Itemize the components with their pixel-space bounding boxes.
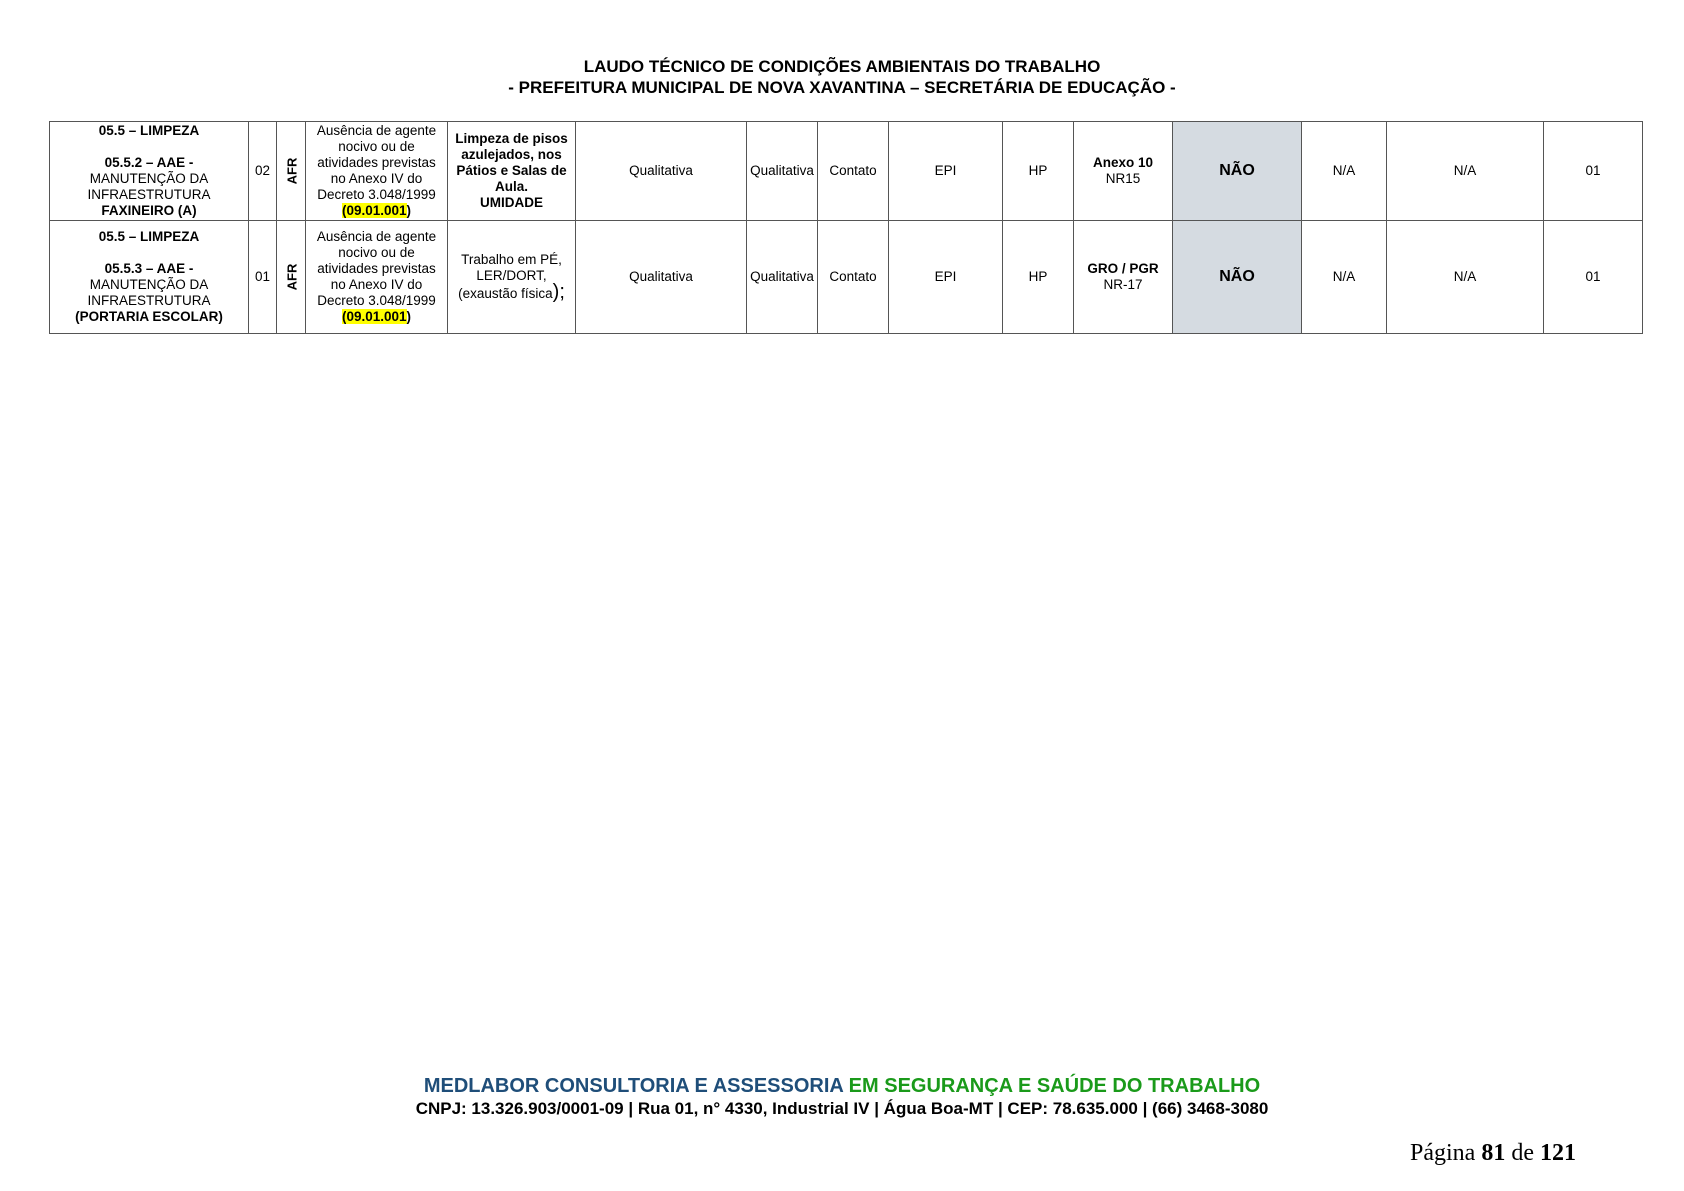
agent-text: atividades previstas [317,155,436,170]
quantity-cell: 01 [249,221,277,334]
section-label: 05.5 – LIMPEZA [98,123,200,138]
norm-title: Anexo 10 [1092,155,1154,170]
footer-company [0,1075,1684,1098]
agent-cell [306,122,448,221]
norm-cell [1074,122,1173,221]
document-subtitle: - PREFEITURA MUNICIPAL DE NOVA XAVANTINA – SECRETÁRIA DE EDUCAÇÃO - [508,78,1176,97]
risk-group-cell [277,221,306,334]
section-label: 05.5 – LIMPEZA [98,229,200,244]
document-title: LAUDO TÉCNICO DE CONDIÇÕES AMBIENTAIS DO TRABALHO [583,57,1101,76]
function-code: 05.5.3 – AAE - [104,261,194,276]
agent-code: 09.01.001 [346,203,407,218]
activity-text-end: ); [552,281,565,303]
paren-close: ) [406,203,412,218]
footer-company-name: MEDLABOR CONSULTORIA E ASSESSORIA [423,1075,844,1097]
evaluation-cell: Qualitativa [576,221,747,334]
code-cell: 01 [1544,221,1643,334]
activity-text-line [450,281,573,303]
na-cell: N/A [1387,122,1544,221]
norm-title: GRO / PGR [1087,261,1159,276]
function-cell [50,122,249,221]
function-code: 05.5.2 – AAE - [104,155,194,170]
norm-ref: NR-17 [1103,277,1143,292]
activity-cell [448,221,576,334]
activity-text: Aula. [494,179,528,194]
agent-text: nocivo ou de [338,245,415,260]
activity-text: Limpeza de pisos [455,131,568,146]
code-cell: 01 [1544,122,1643,221]
insalubrity-cell: NÃO [1173,221,1302,334]
page-number [1410,1140,1576,1167]
na-cell: N/A [1387,221,1544,334]
quantity-cell: 02 [249,122,277,221]
risk-group-label: AFR [284,157,300,185]
table-row [50,221,1643,334]
epi-cell: EPI [889,221,1003,334]
page-total: 121 [1540,1140,1576,1166]
activity-text: azulejados, nos [461,147,562,162]
paren-close: ) [406,309,412,324]
activity-text: LER/DORT, [476,268,547,283]
exposure-cell: Contato [818,122,889,221]
page-current: 81 [1481,1140,1506,1166]
agent-code-line [308,309,445,325]
hp-cell: HP [1003,122,1074,221]
document-header [0,56,1684,98]
agent-text: Ausência de agente [316,123,437,138]
risk-group-label: AFR [284,263,300,291]
page-of-label: de [1511,1140,1534,1166]
epi-cell: EPI [889,122,1003,221]
footer-address: CNPJ: 13.326.903/0001-09 | Rua 01, n° 4330, Industrial IV | Água Boa-MT | CEP: 78.635.000 | (66) 3468-3080 [415,1099,1269,1118]
agent-text: atividades previstas [317,261,436,276]
paren-open: ( [341,203,347,218]
agent-text: no Anexo IV do [330,171,423,186]
function-role: INFRAESTRUTURA [87,293,211,308]
agent-text: no Anexo IV do [330,277,423,292]
footer-company-tagline: EM SEGURANÇA E SAÚDE DO TRABALHO [848,1075,1261,1097]
evaluation-cell: Qualitativa [576,122,747,221]
norm-cell [1074,221,1173,334]
function-role: MANUTENÇÃO DA [89,171,209,186]
activity-text: UMIDADE [480,195,543,210]
insalubrity-cell: NÃO [1173,122,1302,221]
activity-cell [448,122,576,221]
function-cell [50,221,249,334]
hp-cell: HP [1003,221,1074,334]
agent-code: 09.01.001 [346,309,407,324]
na-cell: N/A [1302,122,1387,221]
risk-table [49,121,1643,334]
exposure-cell: Contato [818,221,889,334]
agent-text: Decreto 3.048/1999 [317,187,436,202]
function-role: INFRAESTRUTURA [87,187,211,202]
method-cell: Qualitativa [747,221,818,334]
activity-text: Pátios e Salas de [456,163,567,178]
agent-code-line [308,203,445,219]
paren-open: ( [341,309,347,324]
table-row [50,122,1643,221]
na-cell: N/A [1302,221,1387,334]
method-cell: Qualitativa [747,122,818,221]
agent-text: nocivo ou de [338,139,415,154]
agent-text: Ausência de agente [316,229,437,244]
function-role: MANUTENÇÃO DA [89,277,209,292]
function-name: FAXINEIRO (A) [101,203,197,218]
page-label: Página [1410,1140,1476,1166]
agent-text: Decreto 3.048/1999 [317,293,436,308]
risk-group-cell [277,122,306,221]
activity-text: (exaustão física [458,286,553,301]
agent-cell [306,221,448,334]
function-name: (PORTARIA ESCOLAR) [75,309,223,324]
activity-text: Trabalho em PÉ, [461,252,562,267]
norm-ref: NR15 [1105,171,1141,186]
